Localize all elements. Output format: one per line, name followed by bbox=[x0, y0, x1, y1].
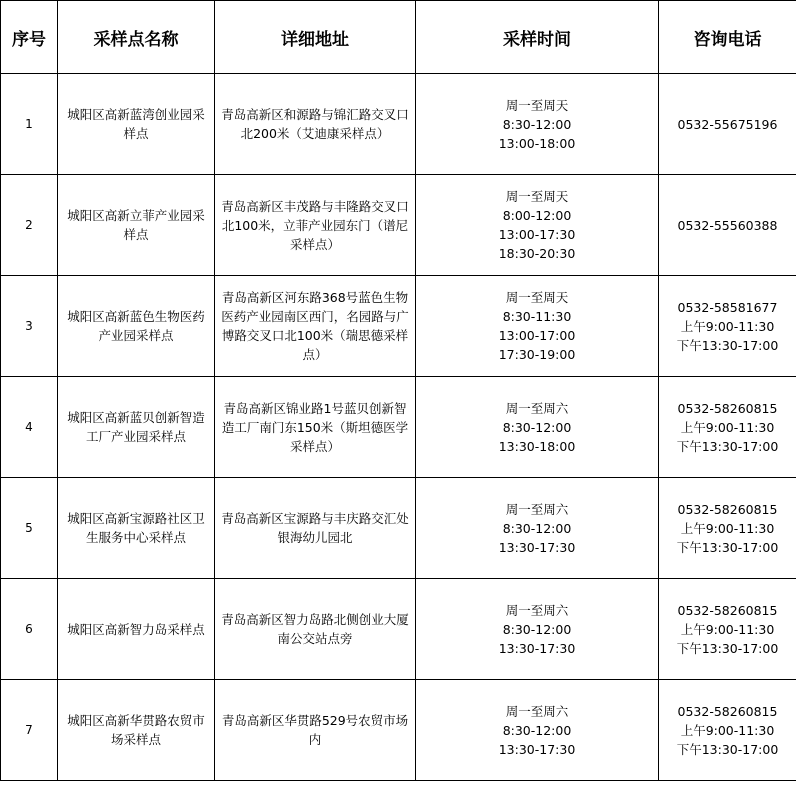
header-row bbox=[1, 1, 796, 74]
site-name: 城阳区高新智力岛采样点 bbox=[58, 579, 215, 680]
phone-cell bbox=[659, 377, 796, 478]
time-line: 周一至周六 bbox=[505, 703, 569, 719]
sampling-time bbox=[416, 276, 659, 377]
phone-number: 0532-58260815 bbox=[677, 602, 778, 618]
time-line: 周一至周天 bbox=[505, 290, 569, 305]
time-line: 8:00-12:00 bbox=[502, 208, 572, 223]
phone-hours-am: 上午9:00-11:30 bbox=[680, 520, 775, 536]
header-site-name: 采样点名称 bbox=[58, 1, 215, 74]
row-index: 3 bbox=[1, 276, 58, 377]
phone-number: 0532-58260815 bbox=[677, 501, 778, 517]
site-address: 青岛高新区宝源路与丰庆路交汇处银海幼儿园北 bbox=[215, 478, 416, 579]
time-line: 周一至周六 bbox=[505, 501, 569, 517]
phone-cell bbox=[659, 579, 796, 680]
phone-cell bbox=[659, 478, 796, 579]
header-sampling-time: 采样时间 bbox=[416, 1, 659, 74]
site-name: 城阳区高新蓝湾创业园采样点 bbox=[58, 74, 215, 175]
phone-hours-pm: 下午13:30-17:00 bbox=[676, 640, 779, 656]
site-name: 城阳区高新华贯路农贸市场采样点 bbox=[58, 680, 215, 781]
site-name: 城阳区高新蓝色生物医药产业园采样点 bbox=[58, 276, 215, 377]
time-line: 8:30-12:00 bbox=[502, 722, 572, 738]
sampling-time bbox=[416, 579, 659, 680]
time-line: 8:30-12:00 bbox=[502, 621, 572, 637]
site-name: 城阳区高新蓝贝创新智造工厂产业园采样点 bbox=[58, 377, 215, 478]
table-row bbox=[1, 680, 796, 781]
sampling-time bbox=[416, 377, 659, 478]
time-line: 8:30-12:00 bbox=[502, 116, 572, 132]
table-row bbox=[1, 175, 796, 276]
phone-cell bbox=[659, 175, 796, 276]
phone-hours-pm: 下午13:30-17:00 bbox=[676, 337, 779, 353]
time-line: 13:00-18:00 bbox=[498, 135, 576, 151]
time-line: 周一至周六 bbox=[505, 602, 569, 618]
time-line: 13:00-17:00 bbox=[498, 328, 576, 343]
row-index: 7 bbox=[1, 680, 58, 781]
time-line: 13:30-17:30 bbox=[498, 741, 576, 757]
phone-cell bbox=[659, 74, 796, 175]
row-index: 5 bbox=[1, 478, 58, 579]
site-address: 青岛高新区锦业路1号蓝贝创新智造工厂南门东150米（斯坦德医学采样点） bbox=[215, 377, 416, 478]
site-name: 城阳区高新宝源路社区卫生服务中心采样点 bbox=[58, 478, 215, 579]
header-phone: 咨询电话 bbox=[659, 1, 796, 74]
row-index: 4 bbox=[1, 377, 58, 478]
site-address: 青岛高新区和源路与锦汇路交叉口北200米（艾迪康采样点） bbox=[215, 74, 416, 175]
table-row bbox=[1, 478, 796, 579]
time-line: 17:30-19:00 bbox=[498, 347, 576, 362]
phone-hours-am: 上午9:00-11:30 bbox=[680, 722, 775, 738]
time-line: 8:30-12:00 bbox=[502, 520, 572, 536]
table-row bbox=[1, 276, 796, 377]
time-line: 周一至周天 bbox=[505, 97, 569, 113]
sampling-time bbox=[416, 680, 659, 781]
time-line: 18:30-20:30 bbox=[498, 246, 576, 261]
site-address: 青岛高新区华贯路529号农贸市场内 bbox=[215, 680, 416, 781]
time-line: 13:30-18:00 bbox=[498, 438, 576, 454]
time-line: 8:30-11:30 bbox=[502, 309, 572, 324]
table-row bbox=[1, 74, 796, 175]
row-index: 6 bbox=[1, 579, 58, 680]
phone-cell bbox=[659, 680, 796, 781]
phone-cell bbox=[659, 276, 796, 377]
row-index: 2 bbox=[1, 175, 58, 276]
phone-hours-pm: 下午13:30-17:00 bbox=[676, 438, 779, 454]
header-address: 详细地址 bbox=[215, 1, 416, 74]
phone-hours-pm: 下午13:30-17:00 bbox=[676, 741, 779, 757]
phone-hours-am: 上午9:00-11:30 bbox=[680, 621, 775, 637]
time-line: 周一至周天 bbox=[505, 189, 569, 204]
phone-hours-am: 上午9:00-11:30 bbox=[680, 419, 775, 435]
phone-number: 0532-58260815 bbox=[677, 703, 778, 719]
sampling-time bbox=[416, 74, 659, 175]
time-line: 8:30-12:00 bbox=[502, 419, 572, 435]
time-line: 周一至周六 bbox=[505, 400, 569, 416]
header-index: 序号 bbox=[1, 1, 58, 74]
row-index: 1 bbox=[1, 74, 58, 175]
time-line: 13:30-17:30 bbox=[498, 539, 576, 555]
phone-number: 0532-55675196 bbox=[677, 116, 778, 132]
site-address: 青岛高新区智力岛路北侧创业大厦南公交站点旁 bbox=[215, 579, 416, 680]
phone-hours-am: 上午9:00-11:30 bbox=[680, 318, 775, 334]
phone-number: 0532-58581677 bbox=[677, 299, 778, 315]
time-line: 13:30-17:30 bbox=[498, 640, 576, 656]
site-name: 城阳区高新立菲产业园采样点 bbox=[58, 175, 215, 276]
phone-hours-pm: 下午13:30-17:00 bbox=[676, 539, 779, 555]
sampling-time bbox=[416, 175, 659, 276]
phone-number: 0532-55560388 bbox=[677, 217, 778, 233]
site-address: 青岛高新区丰茂路与丰隆路交叉口北100米，立菲产业园东门（谱尼采样点） bbox=[215, 175, 416, 276]
site-address: 青岛高新区河东路368号蓝色生物医药产业园南区西门，名园路与广博路交叉口北100米（瑞思德采样点） bbox=[215, 276, 416, 377]
time-line: 13:00-17:30 bbox=[498, 227, 576, 242]
sampling-time bbox=[416, 478, 659, 579]
table-row bbox=[1, 579, 796, 680]
phone-number: 0532-58260815 bbox=[677, 400, 778, 416]
table-row bbox=[1, 377, 796, 478]
